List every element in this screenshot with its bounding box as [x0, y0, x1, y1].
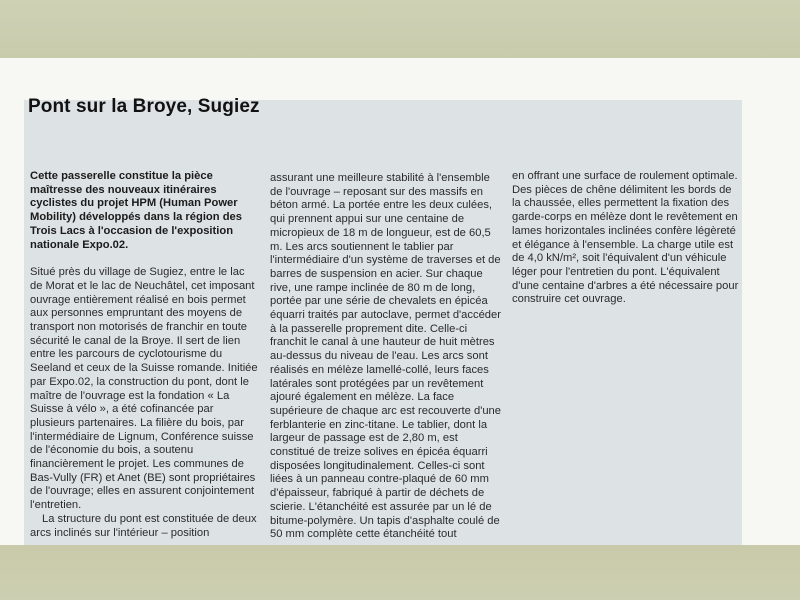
magazine-page — [0, 58, 800, 545]
column-2-paragraph-1: assurant une meilleure stabilité à l'ensemble de l'ouvrage – reposant sur des massifs en béton armé. La portée entre les deux culées, qui prennent appui sur une centaine de micropieux de 18 m de longueur, est de 60,5 m. Les arcs soutiennent le tablier par l'intermédiaire d'un système de traverses et de barres de suspension en acier. Sur chaque rive, une rampe inclinée de 80 m de long, portée par une série de chevalets en épicéa équarri traités par autoclave, permet d'accéder à la passerelle proprement dite. Celle-ci franchit le canal à une hauteur de huit mètres au-dessus du niveau de l'eau. Les arcs sont réalisés en mélèze lamellé-collé, leurs faces latérales sont protégées par un revêtement ajouré également en mélèze. La face supérieure de chaque arc est recouverte d'une ferblanterie en zinc-titane. Le tablier, dont la largeur de passage est de 2,80 m, est constitué de treize solives en épicéa équarri disposées longitudinalement. Celles-ci sont liées à un panneau contre-plaqué de 60 mm d'épaisseur, fabriqué à partir de déchets de scierie. L'étanchéité est assurée par un lé de bitume-polymère. Un tapis d'asphalte coulé de 50 mm complète cette étanchéité tout — [270, 172, 502, 541]
column-1-paragraph-2: La structure du pont est constituée de deux arcs inclinés sur l'intérieur – position — [30, 512, 257, 539]
article-title: Pont sur la Broye, Sugiez — [28, 96, 260, 117]
column-1-paragraph-1: Situé près du village de Sugiez, entre le lac de Morat et le lac de Neuchâtel, cet imposant ouvrage entièrement réalisé en bois permet aux personnes empruntant des moyens de transport non motorisés de franchir en toute sécurité le canal de la Broye. Il sert de lien entre les parcours de cyclotourisme du Seeland et ceux de la Suisse romande. Initiée par Expo.02, la construction du pont, dont le maître de l'ouvrage est la fondation « La Suisse à vélo », a été cofinancée par plusieurs partenaires. La filière du bois, par l'intermédiaire de Lignum, Conférence suisse de l'économie du bois, a soutenu financièrement le projet. Les communes de Bas-Vully (FR) et Anet (BE) sont propriétaires de l'ouvrage; elles en assurent conjointement l'entretien. — [30, 266, 258, 512]
article-lead: Cette passerelle constitue la pièce maîtresse des nouveaux itinéraires cyclistes du projet HPM (Human Power Mobility) développés dans la région des Trois Lacs à l'occasion de l'exposition nationale Expo.02. — [30, 170, 242, 251]
column-3-paragraph-1: en offrant une surface de roulement optimale. Des pièces de chêne délimitent les bords de la chaussée, elles permettent la fixation des garde-corps en mélèze dont le revêtement en lames horizontales inclinées confère légèreté et élégance à l'ensemble. La charge utile est de 4,0 kN/m², soit l'équivalent d'un véhicule léger pour l'entretien du pont. L'équivalent d'une centaine d'arbres a été nécessaire pour construire cet ouvrage. — [512, 170, 739, 306]
background-border-bottom — [0, 545, 800, 600]
column-1 — [30, 170, 260, 540]
background-border-top — [0, 0, 800, 58]
column-3 — [512, 170, 740, 307]
column-2 — [270, 172, 502, 542]
